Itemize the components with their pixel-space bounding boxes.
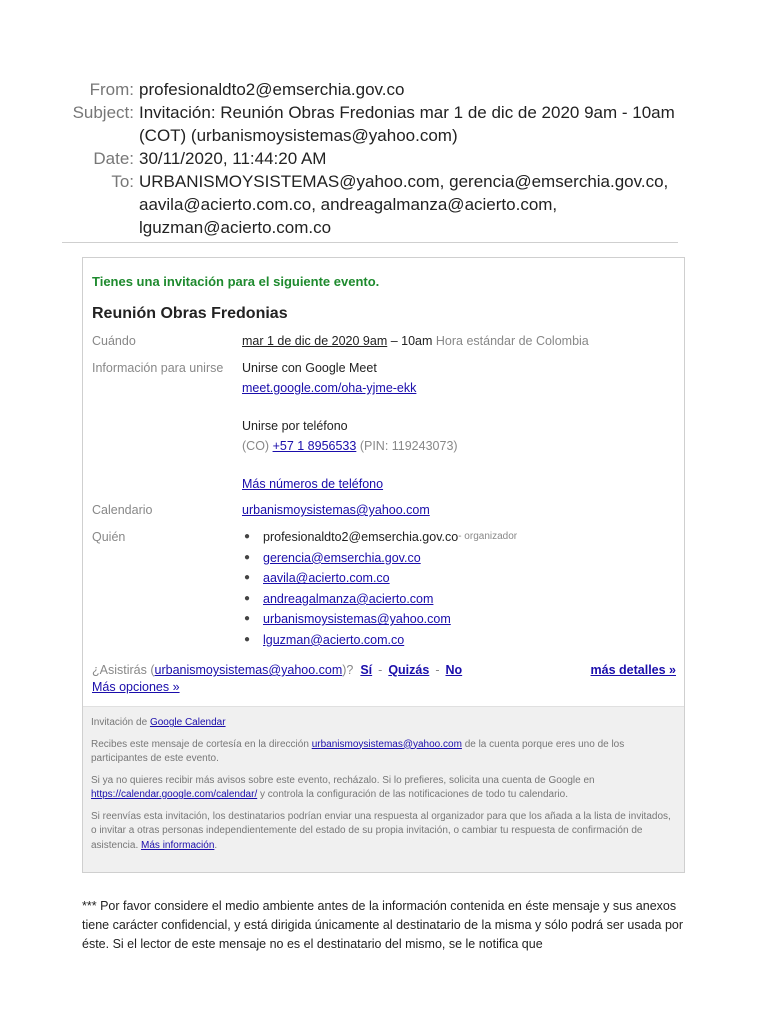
guest-link[interactable]: andreagalmanza@acierto.com bbox=[263, 591, 434, 606]
email-header bbox=[0, 78, 700, 239]
guest-link[interactable]: lguzman@acierto.com.co bbox=[263, 632, 405, 647]
bullet-icon: ● bbox=[244, 633, 251, 645]
rsvp-email-link[interactable]: urbanismoysistemas@yahoo.com bbox=[154, 663, 343, 677]
to-value: URBANISMOYSISTEMAS@yahoo.com, gerencia@emserchia.gov.co, aavila@acierto.com.co, andreagalmanza@acierto.com, lguzman@acierto.com.co bbox=[139, 172, 669, 237]
organizer-suffix: - organizador bbox=[458, 531, 518, 543]
invitation-footer bbox=[83, 706, 684, 872]
organizer-email: profesionaldto2@emserchia.gov.co bbox=[263, 530, 459, 545]
calendar-link[interactable]: urbanismoysistemas@yahoo.com bbox=[242, 503, 430, 517]
rsvp-suffix: )? bbox=[342, 663, 354, 677]
from-label: From: bbox=[89, 80, 134, 99]
phone-label: Unirse por teléfono bbox=[242, 419, 348, 433]
from-value: profesionaldto2@emserchia.gov.co bbox=[139, 80, 405, 99]
footer-p3-end: . bbox=[214, 839, 218, 851]
join-info-value bbox=[242, 358, 458, 494]
footer-p1-email-link[interactable]: urbanismoysistemas@yahoo.com bbox=[311, 738, 462, 750]
more-details-link[interactable]: más detalles » bbox=[590, 663, 676, 677]
guest-link[interactable]: aavila@acierto.com.co bbox=[263, 571, 390, 586]
footer-p1-start: Recibes este mensaje de cortesía en la dirección bbox=[91, 738, 309, 750]
subject-row bbox=[0, 101, 700, 147]
guest-link[interactable]: urbanismoysistemas@yahoo.com bbox=[263, 612, 451, 627]
rsvp-yes-button[interactable]: Sí bbox=[360, 663, 373, 677]
meet-link[interactable]: meet.google.com/oha-yjme-ekk bbox=[242, 381, 417, 395]
when-value bbox=[242, 331, 589, 351]
calendar-url-link[interactable]: https://calendar.google.com/calendar/ bbox=[91, 789, 258, 800]
guest-list bbox=[242, 527, 517, 650]
footer-p3-start: Si reenvías esta invitación, los destinatarios podrían enviar una respuesta al organizador para que los añada a la lista de invitados, o invitar a otras personas independientemente del estado de su propia invitación, o cambiar tu respuesta de confirmación de asistencia. bbox=[91, 810, 671, 851]
who-row bbox=[92, 527, 517, 650]
who-label: Quién bbox=[92, 530, 126, 544]
to-label: To: bbox=[111, 172, 134, 191]
rsvp-prefix: ¿Asistirás ( bbox=[92, 663, 155, 677]
guest-item bbox=[242, 630, 517, 651]
invitation-intro: Tienes una invitación para el siguiente evento. bbox=[92, 274, 380, 289]
phone-number-link[interactable]: +57 1 8956533 bbox=[272, 439, 357, 453]
when-row bbox=[92, 331, 589, 351]
bullet-icon: ● bbox=[244, 613, 251, 625]
when-label: Cuándo bbox=[92, 334, 136, 348]
join-info-label: Información para unirse bbox=[92, 361, 224, 375]
guest-item bbox=[242, 568, 517, 589]
event-title: Reunión Obras Fredonias bbox=[92, 305, 288, 322]
invitation-card bbox=[82, 257, 685, 873]
bullet-icon: ● bbox=[244, 572, 251, 584]
subject-value: Invitación: Reunión Obras Fredonias mar 1 de dic de 2020 9am - 10am (COT) (urbanismoysistemas@yahoo.com) bbox=[139, 103, 675, 145]
header-divider bbox=[62, 242, 678, 243]
to-row bbox=[0, 170, 700, 239]
when-end: – 10am bbox=[387, 334, 433, 348]
from-row bbox=[0, 78, 700, 101]
date-row bbox=[0, 147, 700, 170]
date-value: 30/11/2020, 11:44:20 AM bbox=[139, 149, 327, 168]
when-timezone: Hora estándar de Colombia bbox=[435, 334, 589, 348]
more-options-link[interactable]: Más opciones » bbox=[92, 680, 180, 694]
invitation-from-text: Invitación de bbox=[91, 717, 148, 728]
calendar-label: Calendario bbox=[92, 503, 153, 517]
bullet-icon: ● bbox=[244, 551, 251, 563]
phone-country: (CO) bbox=[242, 439, 270, 453]
guest-link[interactable]: gerencia@emserchia.gov.co bbox=[263, 550, 421, 565]
guest-item bbox=[242, 589, 517, 610]
date-label: Date: bbox=[93, 149, 134, 168]
rsvp-maybe-button[interactable]: Quizás bbox=[388, 663, 430, 677]
bullet-icon: ● bbox=[244, 531, 251, 543]
more-phones-link[interactable]: Más números de teléfono bbox=[242, 477, 384, 491]
google-calendar-link[interactable]: Google Calendar bbox=[149, 717, 226, 728]
rsvp-separator: - bbox=[378, 663, 383, 677]
calendar-row bbox=[92, 500, 430, 520]
more-info-link[interactable]: Más información bbox=[141, 839, 215, 851]
footer-p1-end: de la cuenta porque eres uno de los participantes de este evento. bbox=[91, 738, 625, 764]
phone-pin: (PIN: 119243073) bbox=[359, 439, 458, 453]
footer-p2-end: y controla la configuración de las notificaciones de todo tu calendario. bbox=[260, 789, 568, 800]
footer-p2-start: Si ya no quieres recibir más avisos sobre este evento, recházalo. Si lo prefieres, solicita una cuenta de Google en bbox=[91, 774, 595, 786]
meet-label: Unirse con Google Meet bbox=[242, 361, 377, 375]
guest-organizer bbox=[242, 527, 517, 548]
guest-item bbox=[242, 609, 517, 630]
subject-label: Subject: bbox=[72, 103, 134, 122]
when-date: mar 1 de dic de 2020 9am bbox=[242, 334, 388, 348]
rsvp-area bbox=[92, 662, 678, 696]
bullet-icon: ● bbox=[244, 592, 251, 604]
rsvp-separator: - bbox=[435, 663, 440, 677]
rsvp-no-button[interactable]: No bbox=[445, 663, 463, 677]
disclaimer-text: *** Por favor considere el medio ambiente antes de la información contenida en éste mensaje y sus anexos tiene carácter confidencial, y está dirigida únicamente al destinatario de la misma y sólo podrá ser usada por éste. Si el lector de este mensaje no es el destinatario del mismo, se le notifica que bbox=[82, 899, 684, 951]
join-info-row bbox=[92, 358, 458, 494]
guest-item bbox=[242, 548, 517, 569]
